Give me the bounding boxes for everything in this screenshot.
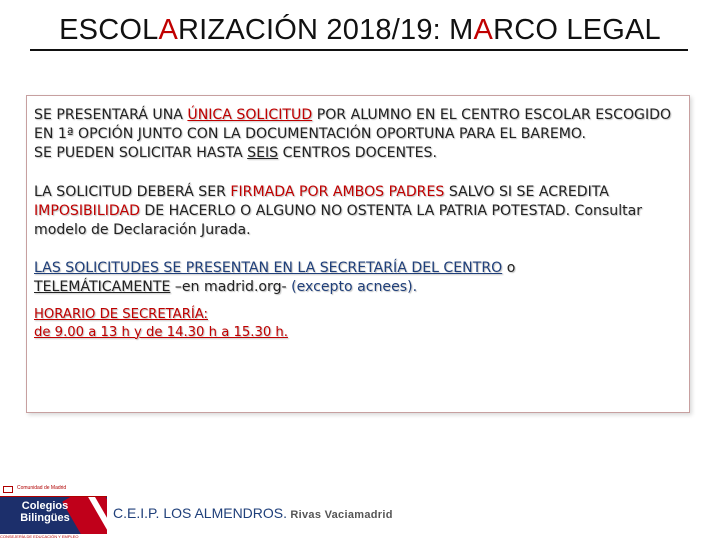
logo-header-text: Comunidad de Madrid — [17, 485, 67, 491]
title-part-3: RCO LEGAL — [493, 14, 661, 46]
logo-header — [0, 484, 107, 497]
imposibilidad-highlight: IMPOSIBILIDAD — [34, 202, 140, 219]
horario-value: de 9.00 a 13 h y de 14.30 h a 15.30 h. — [34, 324, 288, 340]
seis-highlight: SEIS — [247, 145, 279, 162]
text-segment: SALVO SI SE ACREDITA — [444, 183, 609, 200]
title-highlight-1: A — [158, 14, 178, 46]
logo-line-2: Bilingües — [20, 512, 70, 524]
content-text — [34, 106, 684, 342]
school-footer — [113, 505, 393, 523]
school-name: C.E.I.P. LOS ALMENDROS. — [113, 505, 288, 521]
unica-solicitud-highlight: ÚNICA SOLICITUD — [187, 107, 313, 123]
paragraph-solicitud — [34, 106, 684, 144]
text-segment: LA SOLICITUD DEBERÁ SER — [34, 183, 231, 200]
paragraph-seis-centros — [34, 144, 684, 163]
text-segment: SE PRESENTARÁ UNA — [34, 107, 188, 123]
title-underline — [30, 49, 688, 51]
title-part-2: RIZACIÓN 2018/19: M — [178, 14, 474, 46]
horario-label: HORARIO DE SECRETARÍA: — [34, 306, 208, 322]
title-highlight-2: A — [473, 14, 494, 46]
telematica-highlight: TELEMÁTICAMENTE — [34, 279, 171, 296]
text-segment: CENTROS DOCENTES. — [278, 145, 437, 162]
text-segment: –en madrid.org- — [170, 279, 292, 296]
comunidad-madrid-icon — [3, 486, 13, 493]
logo-footer-text: CONSEJERÍA DE EDUCACIÓN Y EMPLEO — [0, 534, 79, 539]
colegios-bilingues-logo — [0, 484, 107, 540]
logo-text — [10, 500, 80, 524]
firmada-highlight: FIRMADA POR AMBOS PADRES — [230, 183, 445, 200]
text-segment: DE HACERLO O ALGUNO NO OSTENTA LA PATRIA POTESTAD. Consultar modelo de Declaración Jurada. — [34, 202, 643, 239]
text-segment: POR ALUMNO EN EL CENTRO ESCOLAR ESCOGIDO EN 1ª OPCIÓN JUNTO CON LA DOCUMENTACIÓN OPORTUNA PARA EL BAREMO. — [34, 107, 672, 143]
paragraph-firma — [34, 183, 684, 241]
secretaria-highlight: LAS SOLICITUDES SE PRESENTAN EN LA SECRETARÍA DEL CENTRO — [34, 260, 503, 277]
logo-body — [0, 497, 107, 534]
title-part-1: ESCOL — [59, 14, 159, 46]
text-segment: SE PUEDEN SOLICITAR HASTA — [34, 145, 248, 162]
acnees-highlight: (excepto acnees). — [291, 279, 418, 296]
school-location: Rivas Vaciamadrid — [287, 509, 393, 521]
text-segment: o — [502, 260, 516, 277]
paragraph-presentacion — [34, 259, 684, 297]
page-title — [0, 14, 720, 47]
logo-line-1: Colegios — [21, 500, 69, 512]
